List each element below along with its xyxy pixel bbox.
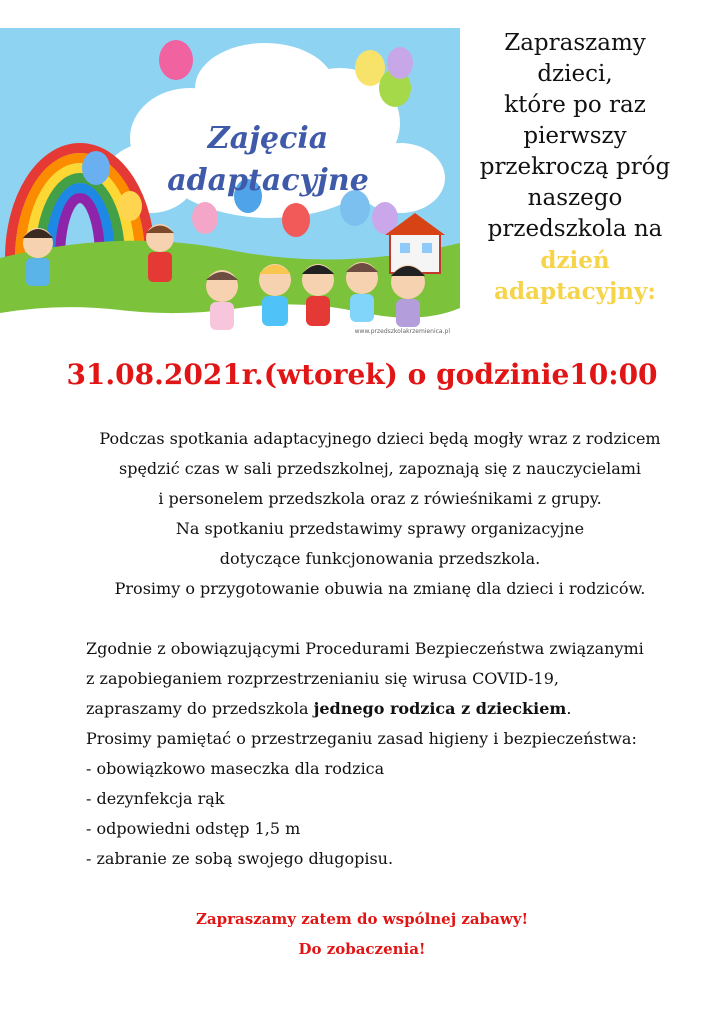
intro-text <box>470 28 680 308</box>
safety-bullet: - dezynfekcja rąk <box>86 789 225 808</box>
intro-highlight-row <box>470 276 680 308</box>
intro-line: które po raz <box>504 92 646 118</box>
invite-bold: jednego rodzica z dzieckiem <box>313 699 567 718</box>
intro-highlight-day: dzień <box>540 247 610 274</box>
closing-line: Zapraszamy zatem do wspólnej zabawy! <box>195 910 529 928</box>
illustration-title-line2: adaptacyjne <box>167 163 369 198</box>
safety-bullet: - zabranie ze sobą swojego długopisu. <box>86 849 394 868</box>
intro-highlight-adaptive: adaptacyjny <box>494 278 648 305</box>
intro-colon: : <box>647 278 656 305</box>
intro-line: pierwszy <box>523 123 627 149</box>
adaptation-illustration <box>0 28 460 348</box>
safety-bullet: - obowiązkowo maseczka dla rodzica <box>86 759 385 778</box>
safety-line: Zgodnie z obowiązującymi Procedurami Bezpieczeństwa związanymi <box>86 639 644 658</box>
invite-text: zapraszamy do przedszkola <box>86 699 314 718</box>
illustration-title-line1: Zajęcia <box>207 121 329 156</box>
paragraph-line: dotyczące funkcjonowania przedszkola. <box>219 549 541 568</box>
closing-text <box>0 904 724 964</box>
paragraph-line: Podczas spotkania adaptacyjnego dzieci będą mogły wraz z rodzicem <box>99 429 661 448</box>
intro-line: naszego <box>527 185 623 211</box>
safety-bullet: - odpowiedni odstęp 1,5 m <box>86 819 301 838</box>
paragraph-line: Prosimy o przygotowanie obuwia na zmianę dla dzieci i rodziców. <box>114 579 646 598</box>
intro-line: przekroczą próg <box>479 154 671 180</box>
illustration-watermark: www.przedszkolakrzemienica.pl <box>354 328 450 335</box>
invite-period: . <box>566 699 572 718</box>
paragraph-line: Na spotkaniu przedstawimy sprawy organizacyjne <box>175 519 585 538</box>
intro-line: przedszkola na <box>487 216 663 242</box>
intro-line: dzieci, <box>537 61 613 87</box>
illustration-svg <box>0 28 460 348</box>
description-paragraph <box>60 424 700 604</box>
paragraph-line: spędzić czas w sali przedszkolnej, zapoznają się z nauczycielami <box>118 459 642 478</box>
event-date: 31.08.2021r.(wtorek) o godzinie10:00 <box>66 358 658 391</box>
intro-line: Zapraszamy <box>504 30 646 56</box>
safety-line-invite <box>86 694 706 724</box>
safety-line: z zapobieganiem rozprzestrzenianiu się wirusa COVID-19, <box>86 669 559 688</box>
safety-line: Prosimy pamiętać o przestrzeganiu zasad higieny i bezpieczeństwa: <box>86 729 637 748</box>
safety-paragraph <box>86 634 706 874</box>
paragraph-line: i personelem przedszkola oraz z rówieśnikami z grupy. <box>158 489 602 508</box>
closing-line: Do zobaczenia! <box>298 940 426 958</box>
